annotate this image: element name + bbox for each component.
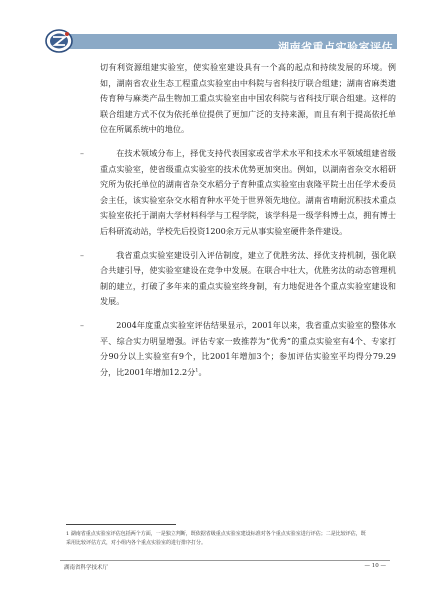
paragraph xyxy=(80,248,396,310)
footnote-marker: 1 xyxy=(195,367,199,373)
bullet-marker: – xyxy=(80,250,84,260)
header-bar xyxy=(60,34,397,54)
header-title: 湖南省重点实验室评估 xyxy=(278,41,393,54)
hunan-logo-icon xyxy=(44,28,74,54)
paragraph-text-main: 2004年度重点实验室评估结果显示，2001年以来，我省重点实验室的整体水平、综合实力明显增强。评估专家一致推荐为“优秀”的重点实验室有4个、专家打分90分以上实验室有9个，比2001年增加3个；参加评估实验室平均得分79.29分，比2001年增加12.2分 xyxy=(100,319,396,377)
footnote-divider xyxy=(66,524,176,525)
paragraph-text: 我省重点实验室建设引入评估制度，建立了优胜劣汰、择优支持机制，强化联合共建引导，使实验室建设在竞争中发展。在联合中壮大，优胜劣汰的动态管理机制的建立，打破了多年来的重点实验室终身制，有力地促进各个重点实验室建设和发展。 xyxy=(100,249,396,307)
bullet-marker: – xyxy=(80,320,84,330)
bullet-marker: – xyxy=(80,148,84,158)
footnote: 1 湖南省重点实验室评估包括两个方面，一是独立判断，既依据省级重点实验室建设标准对各个重点实验室进行评估；二是比较评估，既采用比较评估方式，对小组内各个重点实验室的进行排序打分。 xyxy=(66,531,366,546)
paragraph xyxy=(80,146,396,240)
paragraph-text: 在技术领域分布上，择优支持代表国家或省学术水平和技术水平领域组建省级重点实验室，使省级重点实验室的技术优势更加突出。例如，以湖南省杂交水稻研究所为依托单位的湖南省杂交水稻分子育种重点实验室由袁隆平院士出任学术委员会主任，该实验室杂交水稻育种水平处于世界领先地位。湖南省啃耐沉积技术重点实验室依托于湖南大学材料科学与工程学院，该学科是一级学科博士点，拥有博士后科研流动站，学校先后投资1200余万元从事实验室硬件条件建设。 xyxy=(100,147,396,236)
paragraph xyxy=(80,318,396,380)
paragraph-text xyxy=(100,318,396,380)
page-footer xyxy=(60,560,390,575)
paragraph-text: 切有利资源组建实验室，使实验室建设具有一个高的起点和持续发展的环境。例如，湖南省农业生态工程重点实验室由中科院与省科技厅联合组建；湖南省麻类遗传育种与麻类产品生物加工重点实验室由中国农科院与省科技厅联合组建。这样的联合组建方式不仅为依托单位提供了更加广泛的支持来源，而且有利于提高依托单位在所属系统中的地位。 xyxy=(100,62,396,135)
page-number: — 10 — xyxy=(364,563,386,569)
paragraph-text-end: 。 xyxy=(198,366,207,377)
body-text xyxy=(80,60,396,388)
footer-org: 湖南省科学技术厅 xyxy=(64,565,109,571)
page-header xyxy=(20,28,397,54)
paragraph xyxy=(100,60,396,138)
